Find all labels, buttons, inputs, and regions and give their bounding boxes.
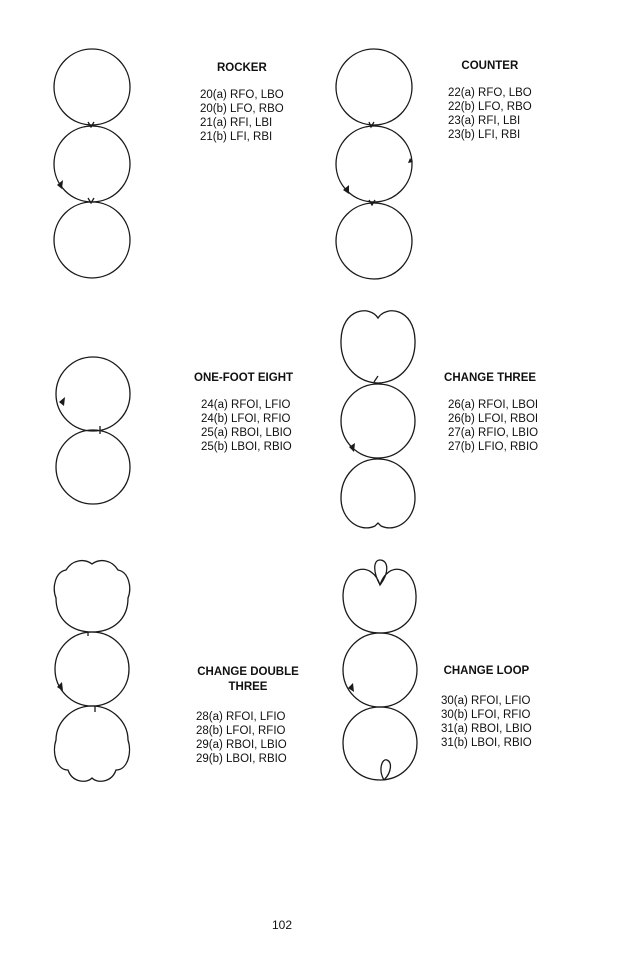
one-foot-eight-line: 25(b) LBOI, RBIO bbox=[201, 441, 292, 453]
change-three-line: 27(b) LFIO, RBIO bbox=[448, 441, 539, 453]
page-number: 102 bbox=[272, 918, 293, 932]
rocker-line: 21(a) RFI, LBI bbox=[200, 117, 273, 129]
change-double-three-diagram bbox=[54, 561, 129, 782]
title-line: CHANGE DOUBLE bbox=[197, 666, 299, 678]
counter-line: 23(b) LFI, RBI bbox=[448, 129, 521, 141]
counter-text bbox=[448, 59, 532, 142]
change-loop-line: 30(b) LFOI, RFIO bbox=[441, 709, 531, 721]
change-double-three-line: 29(b) LBOI, RBIO bbox=[196, 753, 287, 765]
change-three-line: 27(a) RFIO, LBIO bbox=[448, 427, 539, 439]
change-three-line: 26(b) LFOI, RBOI bbox=[448, 413, 539, 425]
change-loop-text bbox=[441, 664, 532, 750]
change-double-three-line: 28(b) LFOI, RFIO bbox=[196, 725, 286, 737]
counter-line: 22(a) RFO, LBO bbox=[448, 87, 532, 99]
change-loop-diagram bbox=[343, 560, 417, 780]
change-three-line: 26(a) RFOI, LBOI bbox=[448, 399, 539, 411]
change-double-three-line: 28(a) RFOI, LFIO bbox=[196, 711, 286, 723]
change-double-three-text bbox=[196, 665, 300, 766]
counter-title: COUNTER bbox=[461, 60, 519, 72]
counter-line: 23(a) RFI, LBI bbox=[448, 115, 521, 127]
change-double-three-title bbox=[196, 665, 300, 695]
change-double-three-line: 29(a) RBOI, LBIO bbox=[196, 739, 287, 751]
change-loop-line: 30(a) RFOI, LFIO bbox=[441, 695, 531, 707]
title-line: THREE bbox=[228, 681, 268, 693]
change-three-title: CHANGE THREE bbox=[444, 372, 537, 384]
one-foot-eight-title: ONE-FOOT EIGHT bbox=[194, 372, 294, 384]
change-loop-line: 31(a) RBOI, LBIO bbox=[441, 723, 532, 735]
counter-diagram bbox=[336, 49, 413, 279]
rocker-text bbox=[200, 61, 284, 144]
one-foot-eight-line: 24(b) LFOI, RFIO bbox=[201, 413, 291, 425]
one-foot-eight-text bbox=[194, 371, 293, 454]
rocker-line: 20(a) RFO, LBO bbox=[200, 89, 284, 101]
change-loop-title: CHANGE LOOP bbox=[443, 665, 530, 677]
rocker-line: 21(b) LFI, RBI bbox=[200, 131, 273, 143]
change-loop-line: 31(b) LBOI, RBIO bbox=[441, 737, 532, 749]
change-three-diagram bbox=[341, 311, 415, 528]
one-foot-eight-line: 25(a) RBOI, LBIO bbox=[201, 427, 292, 439]
counter-line: 22(b) LFO, RBO bbox=[448, 101, 532, 113]
one-foot-eight-diagram bbox=[56, 357, 130, 504]
change-three-text bbox=[442, 371, 538, 454]
one-foot-eight-line: 24(a) RFOI, LFIO bbox=[201, 399, 291, 411]
rocker-line: 20(b) LFO, RBO bbox=[200, 103, 284, 115]
rocker-title: ROCKER bbox=[216, 62, 267, 74]
rocker-diagram bbox=[54, 49, 130, 278]
